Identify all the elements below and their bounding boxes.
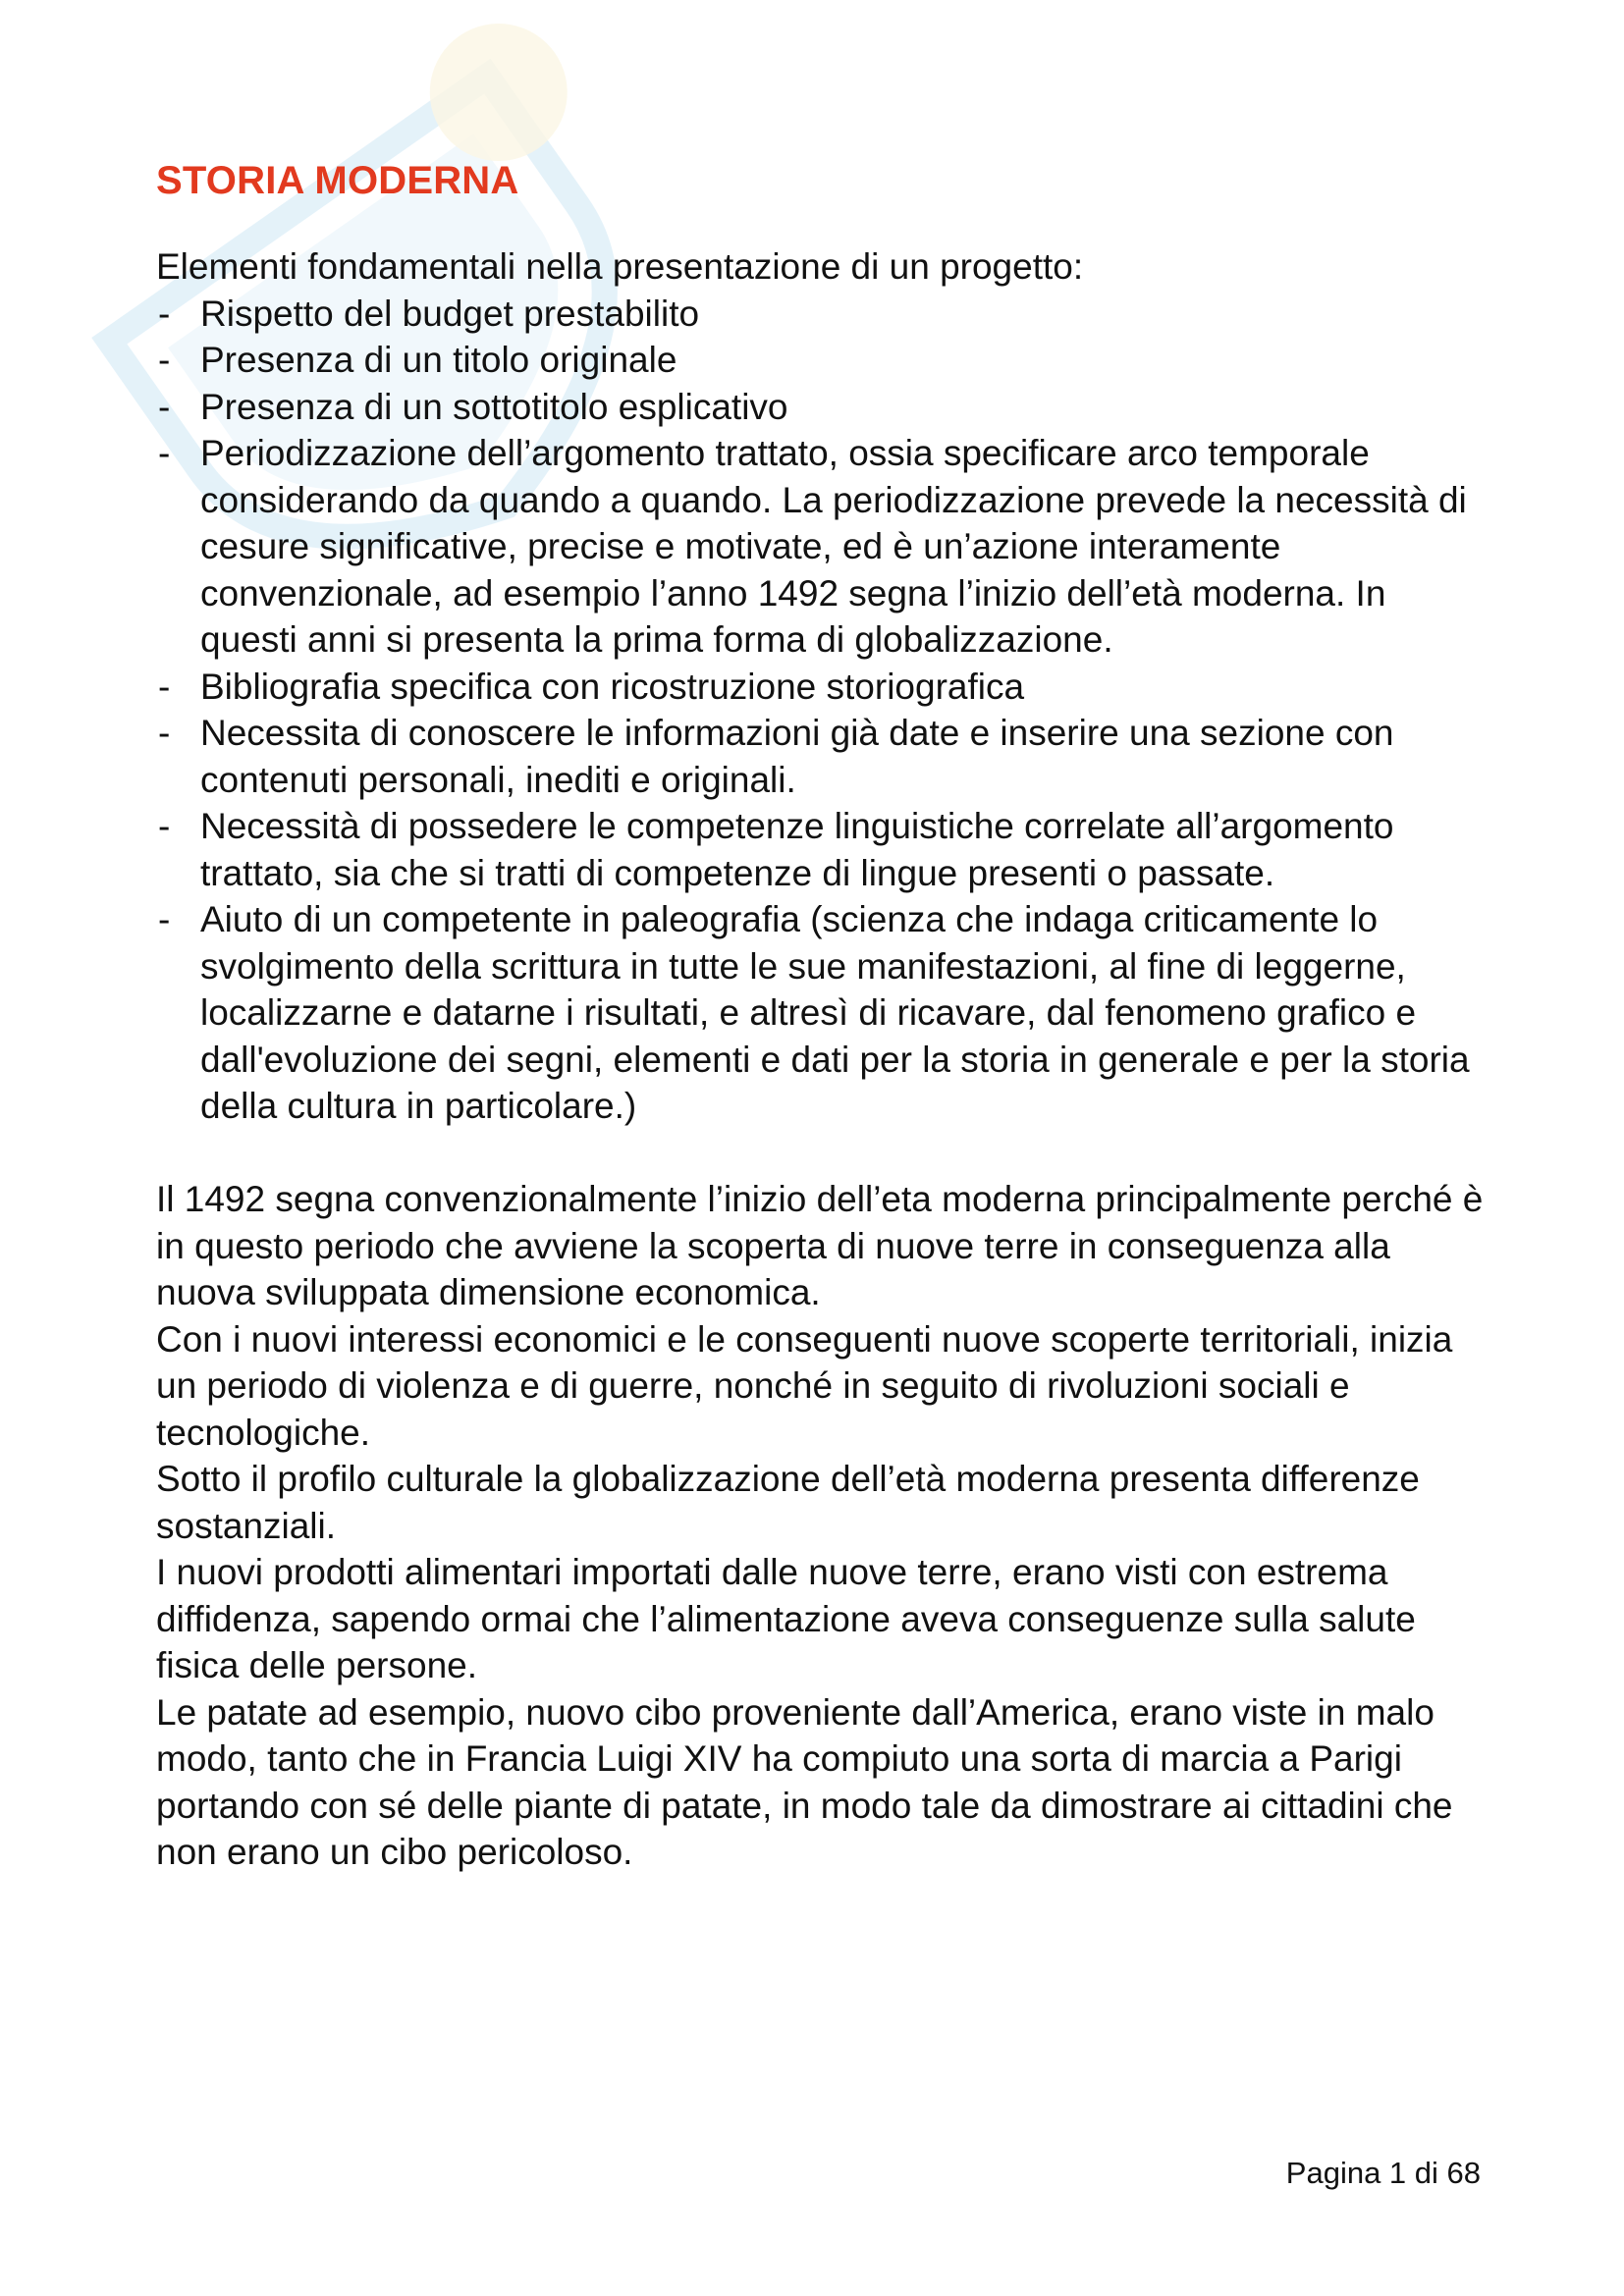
- list-item: - Aiuto di un competente in paleografia (scienza che indaga criticamente lo svolgimento della scrittura in tutte le sue manifestazioni, al fine di leggerne, localizzarne e datarne i risultati, e altresì di ricavare, dal fenomeno grafico e dall'evoluzione dei segni, elementi e dati per la storia in generale e per la storia della cultura in particolare.): [156, 896, 1491, 1130]
- body-paragraph: Con i nuovi interessi economici e le conseguenti nuove scoperte territoriali, inizia un periodo di violenza e di guerre, nonché in seguito di rivoluzioni sociali e tecnologiche.: [156, 1318, 1453, 1453]
- list-item: - Presenza di un titolo originale: [156, 337, 1491, 384]
- document-page: [156, 157, 1491, 1876]
- requirements-list: [156, 291, 1491, 1130]
- page-number: Pagina 1 di 68: [1285, 2156, 1481, 2190]
- body-paragraph: Sotto il profilo culturale la globalizzazione dell’età moderna presenta differenze sostanziali.: [156, 1459, 1420, 1546]
- list-item: - Periodizzazione dell’argomento trattato, ossia specificare arco temporale considerando da quando a quando. La periodizzazione prevede la necessità di cesure significative, precise e motivate, ed è un’azione interamente convenzionale, ad esempio l’anno 1492 segna l’inizio dell’età moderna. In questi anni si presenta la prima forma di globalizzazione.: [156, 430, 1491, 664]
- body-paragraph: I nuovi prodotti alimentari importati dalle nuove terre, erano visti con estrema diffidenza, sapendo ormai che l’alimentazione aveva conseguenze sulla salute fisica delle persone.: [156, 1552, 1416, 1685]
- paragraph-spacer: [156, 1130, 1491, 1177]
- document-title: STORIA MODERNA: [156, 159, 519, 202]
- list-item: - Presenza di un sottotitolo esplicativo: [156, 384, 1491, 431]
- list-item: - Rispetto del budget prestabilito: [156, 291, 1491, 338]
- document-body: [156, 243, 1491, 1876]
- list-item: - Necessità di possedere le competenze linguistiche correlate all’argomento trattato, sia che si tratti di competenze di lingue presenti o passate.: [156, 803, 1491, 896]
- intro-line: Elementi fondamentali nella presentazione di un progetto:: [156, 246, 1084, 287]
- body-paragraph: Le patate ad esempio, nuovo cibo proveniente dall’America, erano viste in malo modo, tanto che in Francia Luigi XIV ha compiuto una sorta di marcia a Parigi portando con sé delle piante di patate, in modo tale da dimostrare ai cittadini che non erano un cibo pericoloso.: [156, 1691, 1453, 1872]
- list-item: - Necessita di conoscere le informazioni già date e inserire una sezione con contenuti personali, inediti e originali.: [156, 710, 1491, 803]
- list-item: - Bibliografia specifica con ricostruzione storiografica: [156, 664, 1491, 711]
- body-paragraph: Il 1492 segna convenzionalmente l’inizio dell’eta moderna principalmente perché è in questo periodo che avviene la scoperta di nuove terre in conseguenza alla nuova sviluppata dimensione economica.: [156, 1179, 1484, 1312]
